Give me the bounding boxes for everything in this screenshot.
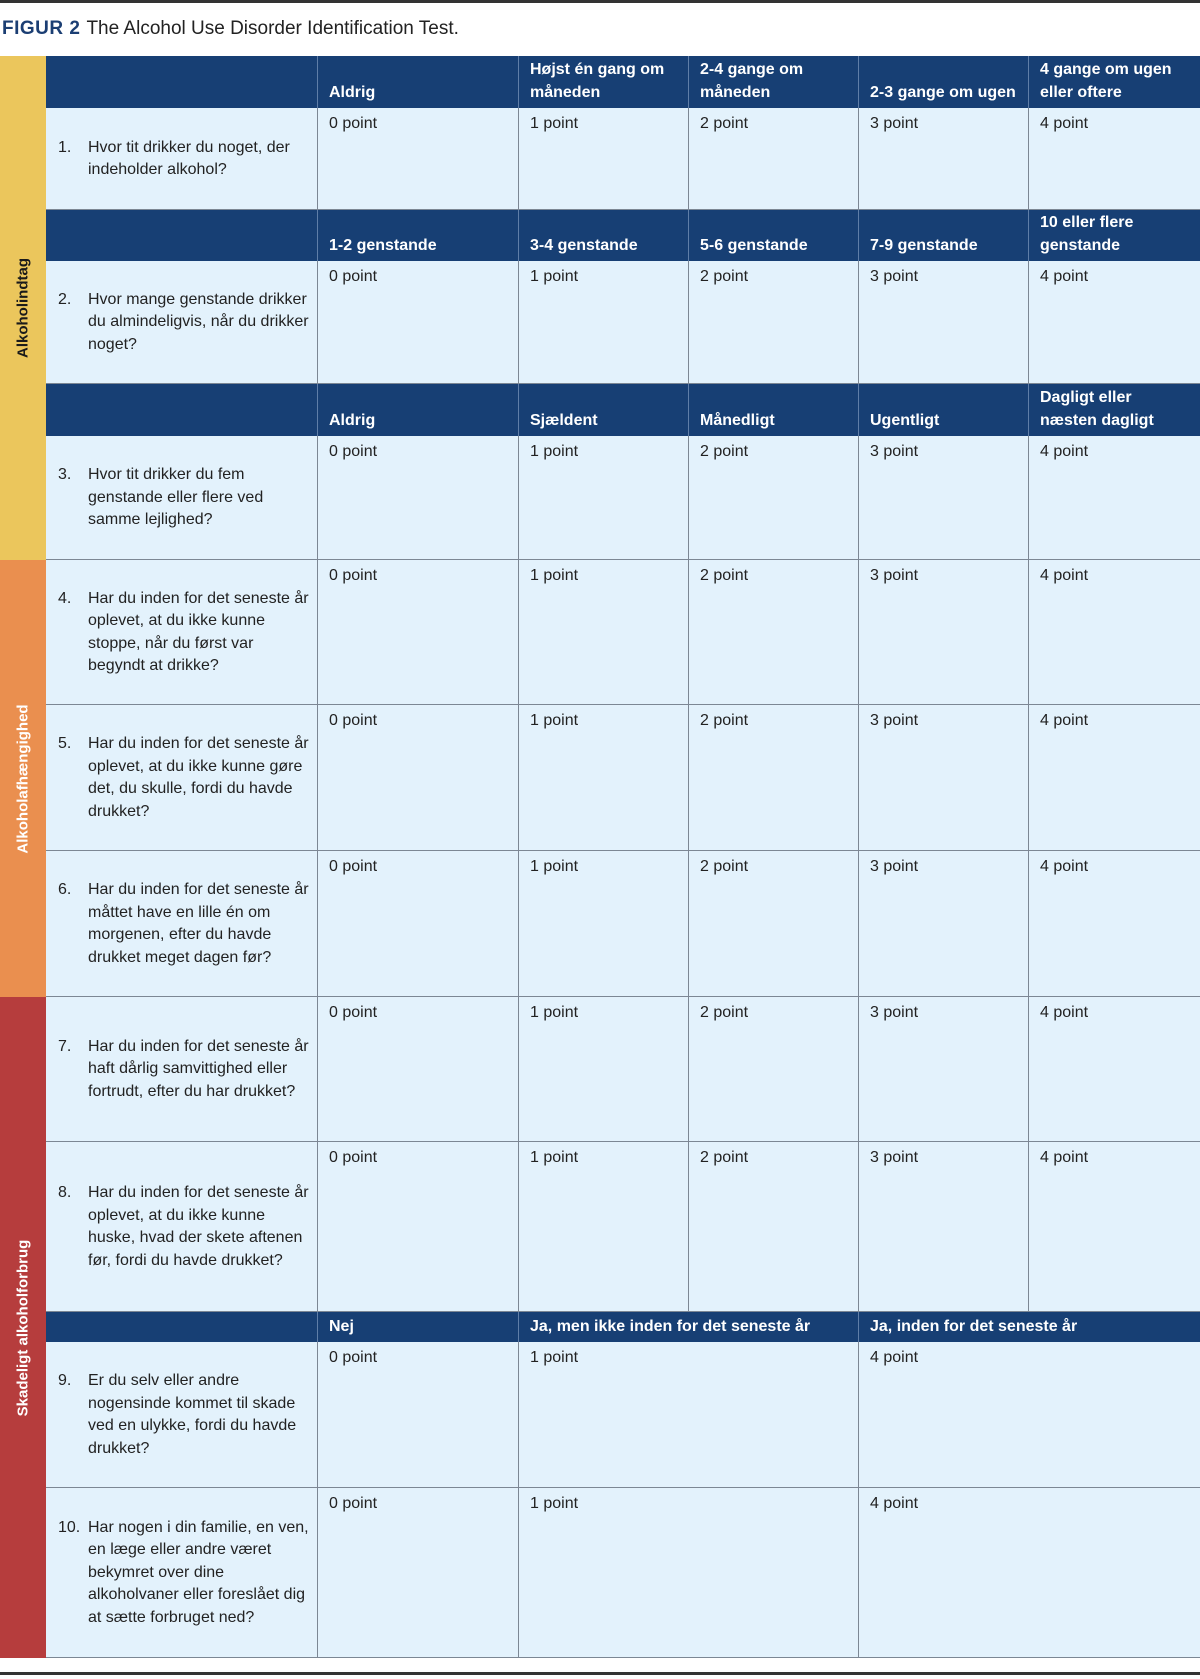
- point-value: 0 point: [317, 436, 518, 467]
- point-value: 3 point: [858, 705, 1028, 736]
- answer-option-header: 4 gange om ugen eller oftere: [1028, 56, 1200, 108]
- answer-checkbox-cell[interactable]: [1028, 467, 1200, 560]
- answer-checkbox-cell[interactable]: [858, 591, 1028, 705]
- question-number: 1.: [58, 138, 72, 156]
- question-text: Har du inden for det seneste år oplevet, at du ikke kunne stoppe, når du først var begyndt at drikke?: [88, 589, 309, 674]
- answer-checkbox-cell[interactable]: [518, 736, 688, 851]
- answer-option-header: 5-6 genstande: [688, 210, 858, 261]
- header-blank-cell: [46, 1312, 317, 1342]
- answer-header-row: [46, 1312, 1200, 1342]
- question-text: Har du inden for det seneste år måttet have en lille én om morgenen, efter du havde drukket meget dagen før?: [88, 881, 309, 966]
- point-value: 4 point: [858, 1342, 1200, 1373]
- figure-caption: [2, 18, 459, 40]
- point-value: 0 point: [317, 705, 518, 736]
- answer-option-header: 3-4 genstande: [518, 210, 688, 261]
- question: [58, 1182, 309, 1272]
- header-blank-cell: [46, 56, 317, 108]
- point-value: 2 point: [688, 705, 858, 736]
- point-value: 1 point: [518, 1342, 858, 1373]
- question-number: 4.: [58, 589, 72, 607]
- answer-checkbox-cell[interactable]: [688, 467, 858, 560]
- audit-table: [46, 56, 1200, 1658]
- answer-checkbox-cell[interactable]: [317, 591, 518, 705]
- answer-option-header: Sjældent: [518, 384, 688, 436]
- section-label-harmful: Skadeligt alkoholforbrug: [14, 1239, 32, 1416]
- question-number: 7.: [58, 1037, 72, 1055]
- answer-option-header: 7-9 genstande: [858, 210, 1028, 261]
- question-cell: [46, 1342, 317, 1488]
- answer-option-header: Aldrig: [317, 384, 518, 436]
- answer-checkbox-cell[interactable]: [688, 1028, 858, 1142]
- answer-checkbox-cell[interactable]: [858, 1173, 1028, 1312]
- point-value: 1 point: [518, 108, 688, 140]
- answer-option-header: 10 eller flere genstande: [1028, 210, 1200, 261]
- answer-checkbox-cell[interactable]: [317, 1028, 518, 1142]
- section-bar-harmful: [0, 997, 46, 1658]
- answer-checkbox-cell[interactable]: [858, 736, 1028, 851]
- point-value: 4 point: [1028, 1142, 1200, 1173]
- answer-checkbox-cell[interactable]: [518, 591, 688, 705]
- answer-checkbox-cell[interactable]: [317, 1519, 518, 1658]
- point-value: 1 point: [518, 1142, 688, 1173]
- section-label-dependence: Alkoholafhængighed: [14, 703, 32, 854]
- figure-label: FIGUR 2: [2, 18, 81, 39]
- question: [58, 289, 309, 357]
- question-text: Hvor tit drikker du noget, der indeholder alkohol?: [88, 138, 290, 178]
- point-value: 0 point: [317, 851, 518, 882]
- answer-option-header: 2-3 gange om ugen: [858, 56, 1028, 108]
- question-number: 10.: [58, 1518, 81, 1536]
- question: [58, 1036, 309, 1104]
- point-value: 1 point: [518, 560, 688, 591]
- point-value: 3 point: [858, 1142, 1028, 1173]
- answer-checkbox-cell[interactable]: [858, 882, 1028, 997]
- point-value: 0 point: [317, 560, 518, 591]
- question-number: 3.: [58, 466, 72, 484]
- question-text: Er du selv eller andre nogensinde kommet til skade ved en ulykke, fordi du havde drukket?: [88, 1372, 297, 1457]
- point-value: 0 point: [317, 108, 518, 140]
- answer-option-header: Nej: [317, 1312, 518, 1342]
- answer-checkbox-cell[interactable]: [317, 882, 518, 997]
- point-value: 0 point: [317, 1488, 518, 1519]
- question-number: 9.: [58, 1372, 72, 1389]
- question-cell: [46, 997, 317, 1142]
- question-text: Hvor mange genstande drikker du almindeligvis, når du drikker noget?: [88, 290, 309, 353]
- section-label-intake: Alkoholindtag: [14, 258, 32, 358]
- point-value: 3 point: [858, 997, 1028, 1028]
- point-value: 4 point: [1028, 436, 1200, 467]
- answer-checkbox-cell[interactable]: [518, 467, 688, 560]
- answer-option-header: Ja, inden for det seneste år: [858, 1312, 1200, 1342]
- answer-checkbox-cell[interactable]: [688, 591, 858, 705]
- question: [58, 1370, 309, 1460]
- point-value: 1 point: [518, 705, 688, 736]
- point-value: 2 point: [688, 108, 858, 140]
- answer-checkbox-cell[interactable]: [688, 882, 858, 997]
- point-value: 0 point: [317, 997, 518, 1028]
- question-number: 8.: [58, 1184, 72, 1201]
- question: [58, 733, 309, 823]
- answer-checkbox-cell[interactable]: [688, 736, 858, 851]
- point-value: 4 point: [1028, 108, 1200, 140]
- point-value: 3 point: [858, 851, 1028, 882]
- point-value: 0 point: [317, 261, 518, 292]
- answer-checkbox-cell[interactable]: [317, 140, 518, 210]
- point-value: 4 point: [858, 1488, 1200, 1519]
- point-value: 1 point: [518, 436, 688, 467]
- point-value: 3 point: [858, 436, 1028, 467]
- point-value: 2 point: [688, 997, 858, 1028]
- question-cell: [46, 261, 317, 384]
- question-cell: [46, 108, 317, 210]
- point-value: 2 point: [688, 1142, 858, 1173]
- header-blank-cell: [46, 210, 317, 261]
- answer-checkbox-cell[interactable]: [1028, 882, 1200, 997]
- answer-checkbox-cell[interactable]: [317, 1373, 518, 1488]
- question-cell: [46, 1142, 317, 1312]
- question-number: 6.: [58, 881, 72, 898]
- section-bar-dependence: [0, 560, 46, 997]
- question: [58, 1517, 309, 1630]
- row-divider: [46, 1657, 1200, 1658]
- answer-checkbox-cell[interactable]: [518, 140, 688, 210]
- point-value: 1 point: [518, 851, 688, 882]
- answer-checkbox-cell[interactable]: [1028, 591, 1200, 705]
- question-text: Hvor tit drikker du fem genstande eller flere ved samme lejlighed?: [88, 466, 264, 529]
- answer-header-row: [46, 56, 1200, 108]
- answer-option-header: Ugentligt: [858, 384, 1028, 436]
- point-value: 1 point: [518, 1488, 858, 1519]
- figure-title: The Alcohol Use Disorder Identification Test.: [86, 18, 459, 39]
- point-value: 4 point: [1028, 705, 1200, 736]
- answer-option-header: Højst én gang om måneden: [518, 56, 688, 108]
- point-value: 2 point: [688, 851, 858, 882]
- point-value: 3 point: [858, 560, 1028, 591]
- answer-checkbox-cell[interactable]: [317, 292, 518, 384]
- answer-checkbox-cell[interactable]: [688, 1173, 858, 1312]
- answer-checkbox-cell[interactable]: [858, 1373, 1200, 1488]
- point-value: 4 point: [1028, 851, 1200, 882]
- header-blank-cell: [46, 384, 317, 436]
- point-value: 3 point: [858, 108, 1028, 140]
- point-value: 3 point: [858, 261, 1028, 292]
- point-value: 4 point: [1028, 261, 1200, 292]
- answer-checkbox-cell[interactable]: [688, 140, 858, 210]
- question: [58, 137, 309, 182]
- answer-checkbox-cell[interactable]: [858, 1519, 1200, 1658]
- answer-checkbox-cell[interactable]: [1028, 292, 1200, 384]
- answer-option-header: Månedligt: [688, 384, 858, 436]
- answer-option-header: 2-4 gange om måneden: [688, 56, 858, 108]
- answer-option-header: Dagligt eller næsten dagligt: [1028, 384, 1200, 436]
- question-cell: [46, 705, 317, 851]
- answer-checkbox-cell[interactable]: [518, 292, 688, 384]
- answer-checkbox-cell[interactable]: [858, 292, 1028, 384]
- point-value: 1 point: [518, 261, 688, 292]
- answer-checkbox-cell[interactable]: [317, 1173, 518, 1312]
- answer-checkbox-cell[interactable]: [1028, 1173, 1200, 1312]
- point-value: 1 point: [518, 997, 688, 1028]
- answer-checkbox-cell[interactable]: [858, 1028, 1028, 1142]
- answer-checkbox-cell[interactable]: [518, 1519, 858, 1658]
- answer-checkbox-cell[interactable]: [518, 1373, 858, 1488]
- question-text: Har nogen i din familie, en ven, en læge eller andre været bekymret over dine alkoholvaner eller foreslået dig at sætte forbruget ned?: [88, 1518, 309, 1626]
- question: [58, 879, 309, 969]
- point-value: 4 point: [1028, 997, 1200, 1028]
- question-cell: [46, 1488, 317, 1658]
- point-value: 2 point: [688, 261, 858, 292]
- point-value: 2 point: [688, 560, 858, 591]
- answer-option-header: Ja, men ikke inden for det seneste år: [518, 1312, 858, 1342]
- answer-option-header: 1-2 genstande: [317, 210, 518, 261]
- answer-checkbox-cell[interactable]: [518, 1173, 688, 1312]
- point-value: 2 point: [688, 436, 858, 467]
- answer-checkbox-cell[interactable]: [317, 736, 518, 851]
- question-cell: [46, 560, 317, 705]
- question-number: 2.: [58, 290, 72, 308]
- point-value: 0 point: [317, 1342, 518, 1373]
- answer-header-row: [46, 384, 1200, 436]
- answer-checkbox-cell[interactable]: [1028, 140, 1200, 210]
- top-rule: [0, 0, 1200, 3]
- question-text: Har du inden for det seneste år oplevet, at du ikke kunne gøre det, du skulle, fordi du havde drukket?: [88, 735, 309, 820]
- answer-checkbox-cell[interactable]: [518, 882, 688, 997]
- bottom-rule: [0, 1672, 1200, 1675]
- answer-header-row: [46, 210, 1200, 261]
- question-number: 5.: [58, 735, 72, 752]
- answer-checkbox-cell[interactable]: [1028, 1028, 1200, 1142]
- question-text: Har du inden for det seneste år oplevet, at du ikke kunne huske, hvad der skete aftenen før, fordi du havde drukket?: [88, 1184, 309, 1269]
- question-text: Har du inden for det seneste år haft dårlig samvittighed eller fortrudt, efter du har drukket?: [88, 1037, 309, 1100]
- point-value: 0 point: [317, 1142, 518, 1173]
- point-value: 4 point: [1028, 560, 1200, 591]
- question-cell: [46, 851, 317, 997]
- answer-checkbox-cell[interactable]: [858, 140, 1028, 210]
- answer-option-header: Aldrig: [317, 56, 518, 108]
- answer-checkbox-cell[interactable]: [317, 467, 518, 560]
- question: [58, 588, 309, 678]
- answer-checkbox-cell[interactable]: [858, 467, 1028, 560]
- answer-checkbox-cell[interactable]: [1028, 736, 1200, 851]
- question-cell: [46, 436, 317, 560]
- section-bar-intake: [0, 56, 46, 560]
- question: [58, 464, 309, 532]
- answer-checkbox-cell[interactable]: [518, 1028, 688, 1142]
- answer-checkbox-cell[interactable]: [688, 292, 858, 384]
